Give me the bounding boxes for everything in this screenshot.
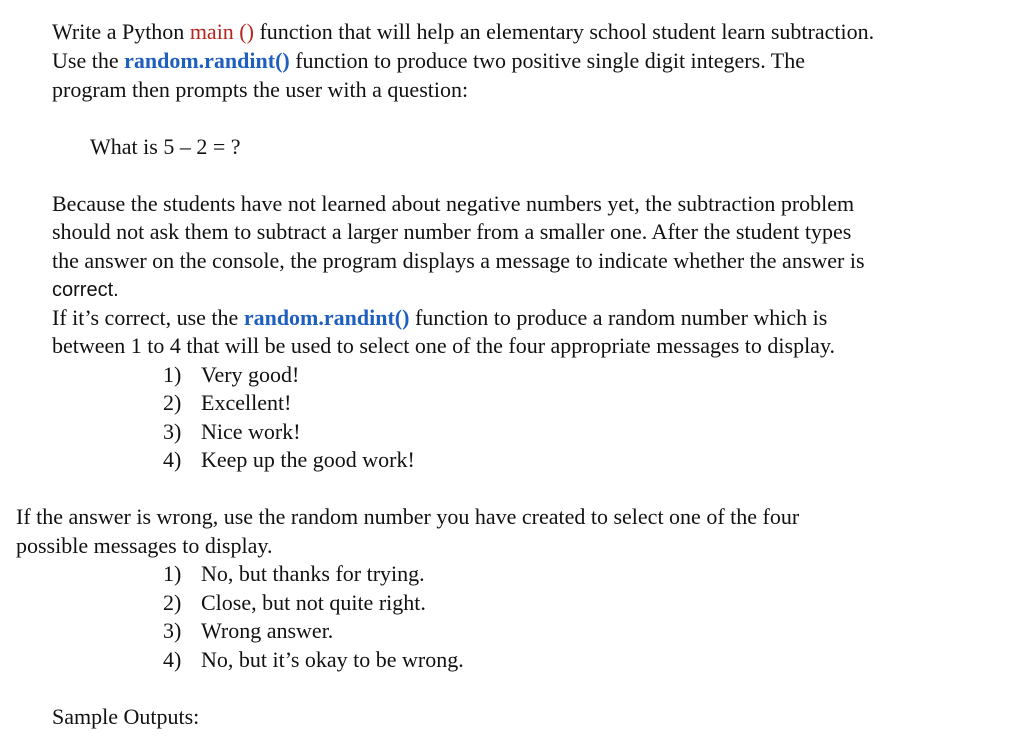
intro-text: Use the xyxy=(52,48,125,73)
sample-outputs-heading: Sample Outputs: xyxy=(52,704,200,729)
list-item xyxy=(163,361,299,389)
intro-text: function that will help an elementary school student learn subtraction. xyxy=(253,19,875,44)
body-text: If it’s correct, use the xyxy=(52,305,244,330)
list-text: Nice work! xyxy=(201,419,301,444)
list-number: 3) xyxy=(163,419,182,444)
body-line-5 xyxy=(52,304,827,332)
list-item xyxy=(163,589,426,617)
list-number: 1) xyxy=(163,362,182,387)
list-text: No, but thanks for trying. xyxy=(201,561,425,586)
list-item xyxy=(163,560,425,588)
list-item xyxy=(163,446,415,474)
randint-function-name: random.randint() xyxy=(124,48,290,73)
randint-function-name: random.randint() xyxy=(243,305,410,330)
list-text: Excellent! xyxy=(201,390,292,415)
main-function-name: main () xyxy=(189,19,254,44)
intro-line-2 xyxy=(52,47,805,75)
intro-text: Write a Python xyxy=(52,19,190,44)
list-number: 4) xyxy=(163,647,182,672)
wrong-line-2: possible messages to display. xyxy=(16,533,273,558)
intro-line-3: program then prompts the user with a question: xyxy=(52,77,469,102)
list-number: 4) xyxy=(163,447,182,472)
list-item xyxy=(163,389,291,417)
intro-line-1 xyxy=(52,18,874,46)
body-line-2: should not ask them to subtract a larger number from a smaller one. After the student types xyxy=(52,219,852,244)
list-number: 3) xyxy=(163,618,182,643)
list-text: Wrong answer. xyxy=(201,618,334,643)
list-number: 1) xyxy=(163,561,182,586)
body-line-6: between 1 to 4 that will be used to select one of the four appropriate messages to display. xyxy=(52,333,836,358)
intro-text: function to produce two positive single digit integers. The xyxy=(289,48,805,73)
sample-question: What is 5 – 2 = ? xyxy=(90,134,241,159)
list-text: Close, but not quite right. xyxy=(201,590,426,615)
list-text: Very good! xyxy=(201,362,300,387)
list-text: Keep up the good work! xyxy=(201,447,415,472)
body-text: function to produce a random number which is xyxy=(409,305,828,330)
body-line-4: correct. xyxy=(52,279,119,301)
list-text: No, but it’s okay to be wrong. xyxy=(201,647,464,672)
body-line-3: the answer on the console, the program displays a message to indicate whether the answer is xyxy=(52,248,865,273)
list-item xyxy=(163,418,301,446)
list-item xyxy=(163,646,464,674)
list-item xyxy=(163,617,333,645)
list-number: 2) xyxy=(163,390,182,415)
body-line-1: Because the students have not learned about negative numbers yet, the subtraction problem xyxy=(52,191,855,216)
wrong-line-1: If the answer is wrong, use the random number you have created to select one of the four xyxy=(16,504,800,529)
list-number: 2) xyxy=(163,590,182,615)
